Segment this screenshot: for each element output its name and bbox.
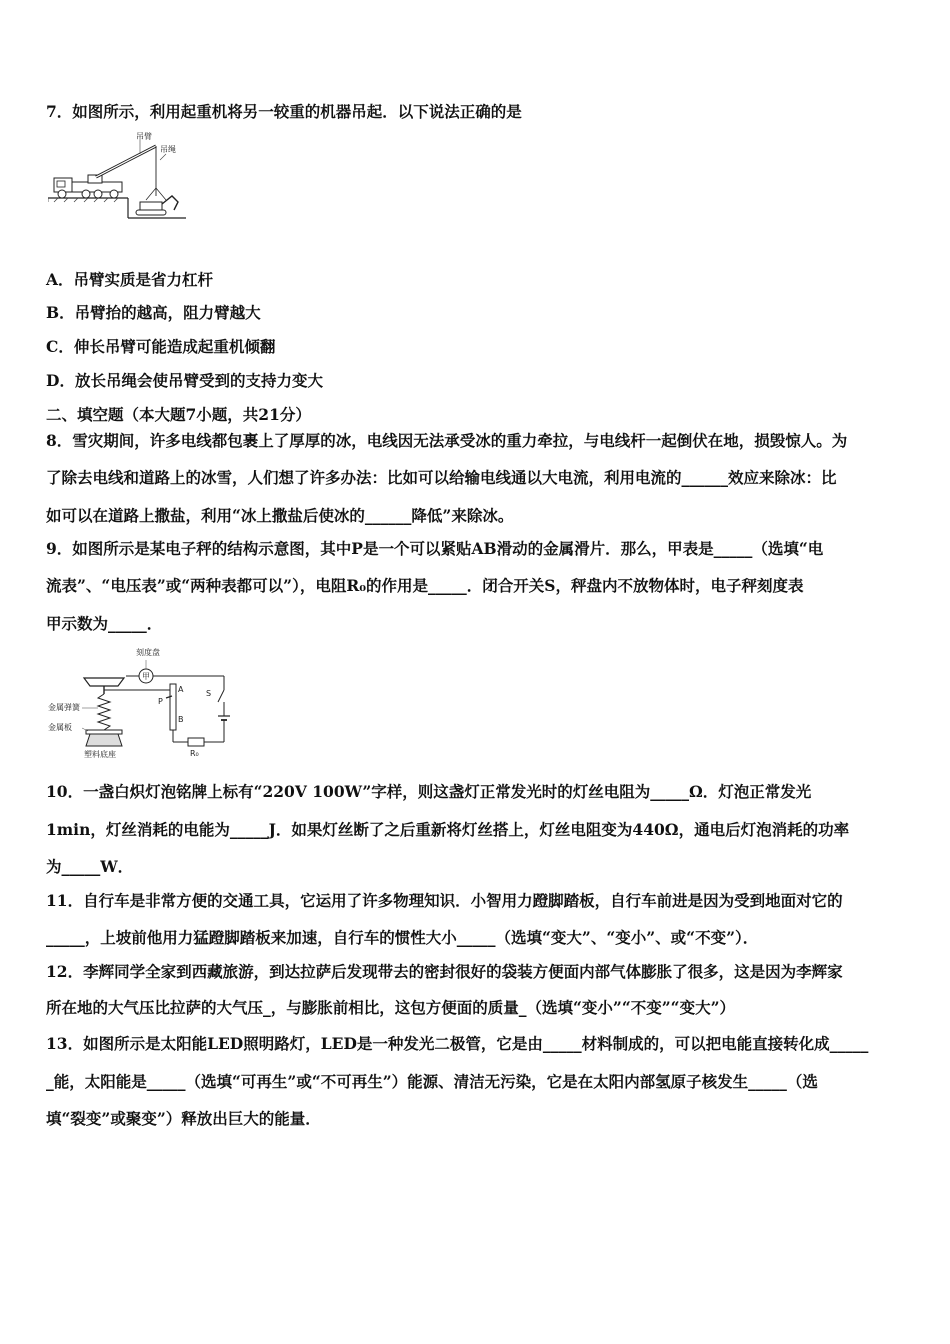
q8-line-3: 如可以在道路上撒盐，利用“冰上撒盐后使冰的______降低”来除冰。 xyxy=(46,506,514,525)
q9-line-2: 流表”、“电压表”或“两种表都可以”），电阻R₀的作用是_____．闭合开关S，秤盘内不放物体时，电子秤刻度表 xyxy=(46,576,804,595)
slider-label: P xyxy=(158,697,163,706)
resistor-r0-label: R₀ xyxy=(190,749,199,758)
section-heading: 二、填空题（本大题7小题，共21分） xyxy=(46,405,311,424)
crane-figure xyxy=(48,130,188,220)
dial-label: 刻度盘 xyxy=(136,648,160,657)
switch-label: S xyxy=(206,689,212,698)
q10-line-3: 为_____W． xyxy=(46,857,134,876)
q7-option-c: C．伸长吊臂可能造成起重机倾翻 xyxy=(46,337,276,356)
q7-stem: 7．如图所示，利用起重机将另一较重的机器吊起．以下说法正确的是 xyxy=(46,102,522,121)
q13-line-3: 填“裂变”或聚变”）释放出巨大的能量． xyxy=(46,1109,321,1128)
crane-boom-label: 吊臂 xyxy=(136,132,152,141)
terminal-a-label: A xyxy=(178,685,184,694)
q10-line-1: 10．一盏白炽灯泡铭牌上标有“220V 100W”字样，则这盏灯正常发光时的灯丝电阻为_____Ω．灯泡正常发光 xyxy=(46,782,812,801)
q7-option-d: D．放长吊绳会使吊臂受到的支持力变大 xyxy=(46,371,323,390)
q9-line-1: 9．如图所示是某电子秤的结构示意图，其中P是一个可以紧贴AB滑动的金属滑片．那么，甲表是_____（选填“电 xyxy=(46,539,824,558)
q11-line-1: 11．自行车是非常方便的交通工具，它运用了许多物理知识．小智用力蹬脚踏板，自行车前进是因为受到地面对它的 xyxy=(46,891,843,910)
q8-line-2: 了除去电线和道路上的冰雪，人们想了许多办法：比如可以给输电线通以大电流，利用电流的______效应来除冰：比 xyxy=(46,468,837,487)
q11-line-2: _____，上坡前他用力猛蹬脚踏板来加速，自行车的惯性大小_____（选填“变大”、“变小”、或“不变”）． xyxy=(46,928,759,947)
q8-line-1: 8．雪灾期间，许多电线都包裹上了厚厚的冰，电线因无法承受冰的重力牵拉，与电线杆一起倒伏在地，损毁惊人。为 xyxy=(46,431,848,450)
scale-circuit-figure xyxy=(46,646,236,764)
q12-line-1: 12．李辉同学全家到西藏旅游，到达拉萨后发现带去的密封很好的袋装方便面内部气体膨胀了很多，这是因为李辉家 xyxy=(46,962,843,981)
q10-line-2: 1min，灯丝消耗的电能为_____J．如果灯丝断了之后重新将灯丝搭上，灯丝电阻变为440Ω，通电后灯泡消耗的功率 xyxy=(46,820,850,839)
spring-label: 金属弹簧 xyxy=(48,703,80,712)
q7-option-b: B．吊臂抬的越高，阻力臂越大 xyxy=(46,303,261,322)
q7-option-a: A．吊臂实质是省力杠杆 xyxy=(46,270,214,289)
terminal-b-label: B xyxy=(178,715,184,724)
q13-line-1: 13．如图所示是太阳能LED照明路灯，LED是一种发光二极管，它是由_____材料制成的，可以把电能直接转化成_____ xyxy=(46,1034,869,1053)
meter-label: 甲 xyxy=(142,672,150,681)
q9-line-3: 甲示数为_____． xyxy=(46,614,163,633)
q13-line-2: _能，太阳能是_____（选填“可再生”或“不可再生”）能源、清洁无污染，它是在太阳内部氢原子核发生_____（选 xyxy=(46,1072,818,1091)
base-label: 塑料底座 xyxy=(84,750,116,759)
crane-rope-label: 吊绳 xyxy=(160,145,176,154)
q12-line-2: 所在地的大气压比拉萨的大气压_，与膨胀前相比，这包方便面的质量_（选填“变小”“不变”“变大”） xyxy=(46,998,735,1017)
plate-label: 金属板 xyxy=(48,723,72,732)
